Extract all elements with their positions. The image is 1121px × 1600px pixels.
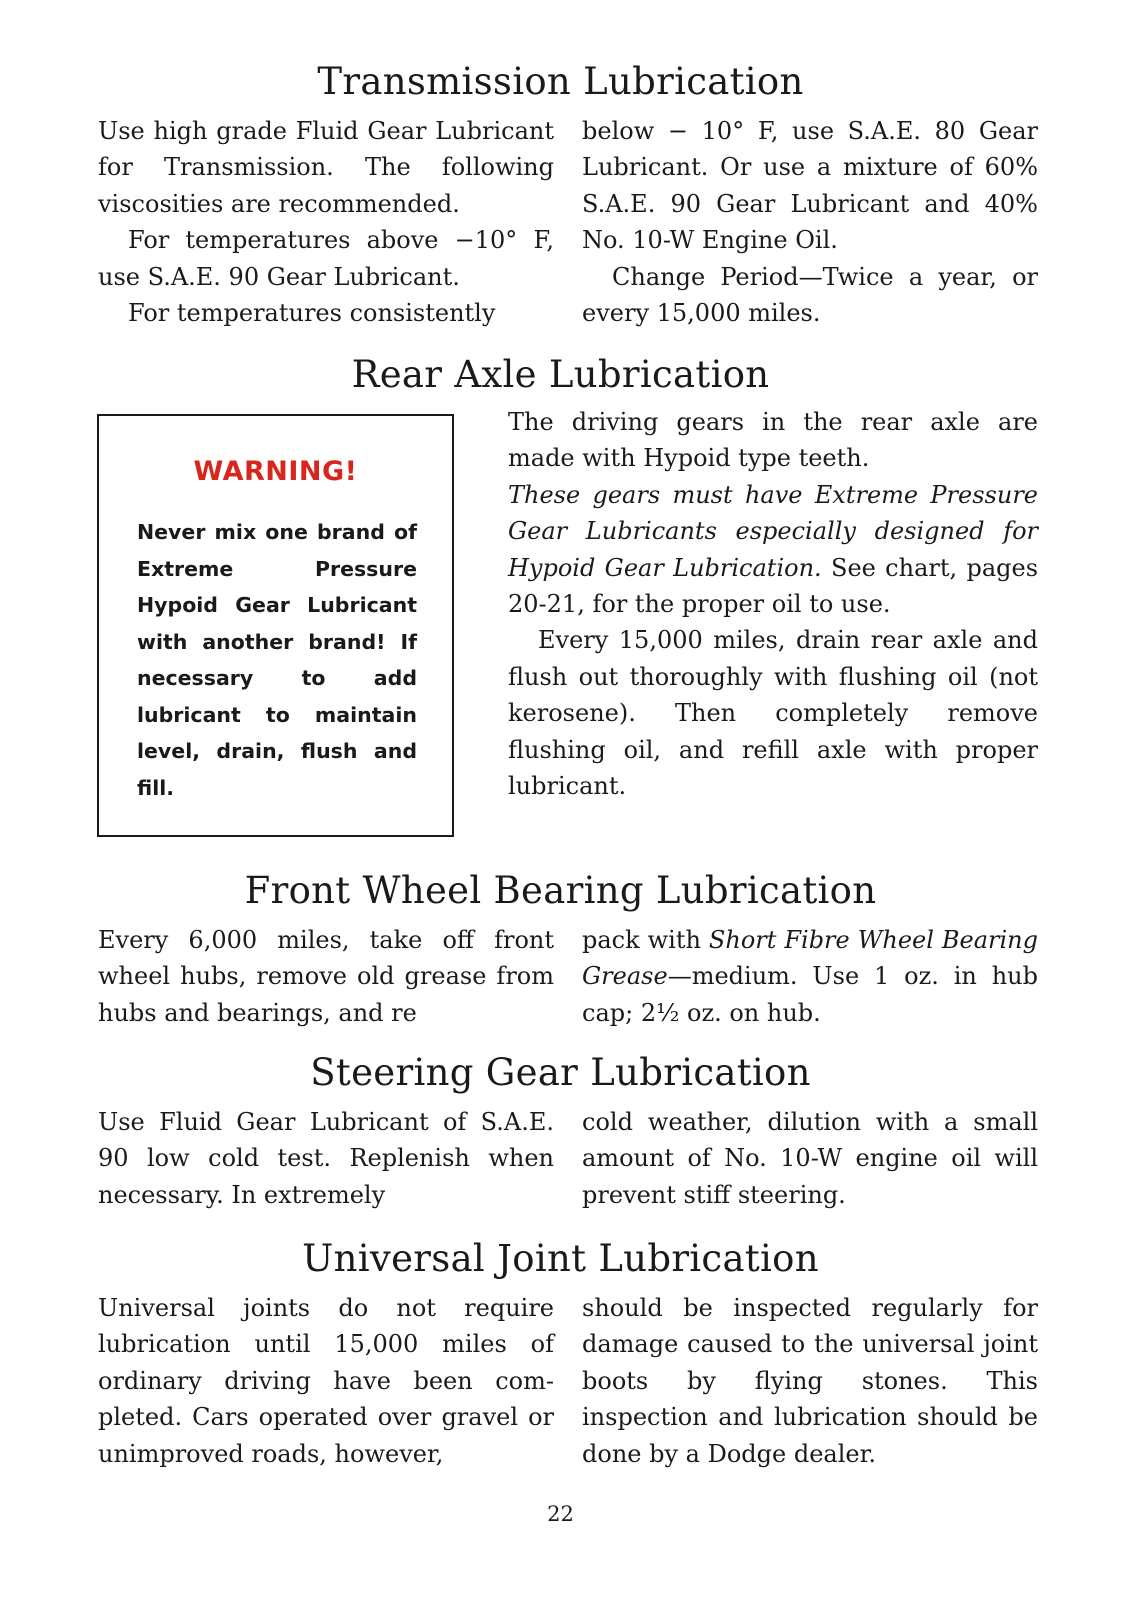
rear-axle-italic-text: These gears must have Extreme Pressure Gear Lubricants especially designed for Hypoid Gear Lubrication. — [508, 480, 1038, 582]
steering-right-column — [582, 1104, 1038, 1213]
steering-paragraph-right: cold weather, dilution with a small amount of No. 10-W engine oil will prevent stiff steering. — [582, 1108, 1038, 1209]
universal-joint-paragraph-left: Universal joints do not require lubrication until 15,000 miles of ordinary driving have been completed. Cars operated over gravel or unimproved roads, however, — [98, 1294, 554, 1468]
front-wheel-text-a: pack with — [582, 926, 709, 954]
front-wheel-paragraph-left: Every 6,000 miles, take off front wheel hubs, remove old grease from hubs and bearings, and re — [98, 926, 554, 1027]
transmission-paragraph-4: below − 10° F, use S.A.E. 80 Gear Lubricant. Or use a mixture of 60% S.A.E. 90 Gear Lubricant and 40% No. 10-W Engine Oil. — [582, 117, 1038, 255]
rear-axle-paragraph-2-rest: See chart, pages 20-21, for the proper oil to use. — [508, 553, 1039, 619]
transmission-paragraph-5: Change Period—Twice a year, or every 15,000 miles. — [582, 262, 1038, 328]
warning-box — [97, 414, 454, 837]
page-number: 22 — [547, 1502, 574, 1526]
rear-axle-heading: Rear Axle Lubrication — [351, 353, 770, 396]
steering-left-column — [98, 1104, 554, 1213]
transmission-left-column — [98, 113, 554, 331]
transmission-paragraph-2: For temperatures above −10° F, use S.A.E. 90 Gear Lubricant. — [98, 226, 554, 291]
rear-axle-paragraph-2 — [508, 477, 1038, 623]
rear-axle-right-column — [508, 404, 1038, 804]
front-wheel-right-column — [582, 922, 1038, 1031]
universal-joint-right-column — [582, 1290, 1038, 1472]
transmission-heading: Transmission Lubrication — [317, 60, 804, 103]
front-wheel-left-column — [98, 922, 554, 1031]
transmission-paragraph-3: For temperatures consistently — [128, 299, 496, 328]
warning-title: WARNING! — [193, 456, 358, 487]
rear-axle-paragraph-1: The driving gears in the rear axle are made with Hypoid type teeth. — [508, 408, 1038, 473]
universal-joint-heading: Universal Joint Lubrication — [302, 1237, 819, 1280]
warning-text: Never mix one brand of Extreme Pressure Hypoid Gear Lubricant with another brand! If necessary to add lubricant to maintain level, drain, flush and fill. — [137, 520, 417, 800]
rear-axle-paragraph-3: Every 15,000 miles, drain rear axle and flush out thoroughly with flushing oil (not kerosene). Then completely remove flushing oil, and refill axle with proper lubricant. — [508, 626, 1038, 801]
steering-heading: Steering Gear Lubrication — [310, 1051, 811, 1094]
steering-paragraph-left: Use Fluid Gear Lubricant of S.A.E. 90 low cold test. Replenish when necessary. In extremely — [98, 1108, 554, 1209]
universal-joint-paragraph-right: should be inspected regularly for damage caused to the universal joint boots by flying stones. This inspection and lubrication should be done by a Dodge dealer. — [582, 1294, 1038, 1468]
front-wheel-text-b: —medium. Use 1 oz. in hub cap; 2½ oz. on hub. — [582, 962, 1038, 1027]
front-wheel-heading: Front Wheel Bearing Lubrication — [244, 869, 877, 912]
front-wheel-italic-text: Short Fibre Wheel Bearing Grease — [582, 926, 1038, 991]
front-wheel-paragraph-right — [582, 922, 1038, 1031]
transmission-right-column — [582, 113, 1038, 331]
universal-joint-left-column — [98, 1290, 554, 1472]
transmission-paragraph-1: Use high grade Fluid Gear Lubricant for Transmission. The following viscosities are recommended. — [98, 117, 554, 218]
